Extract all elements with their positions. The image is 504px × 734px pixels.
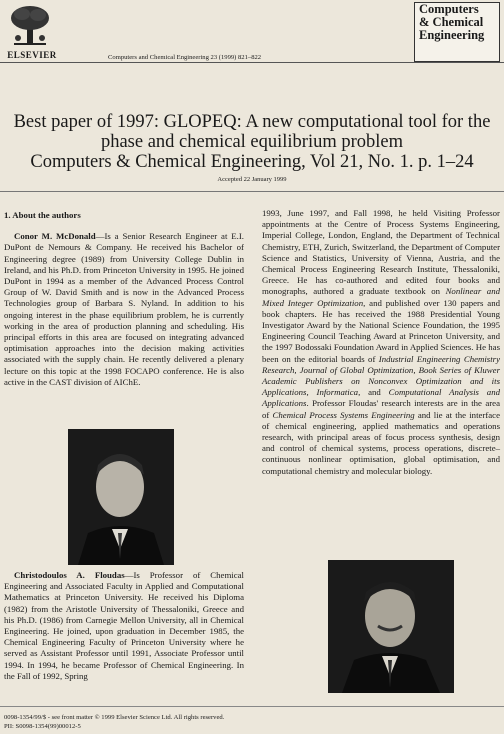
author-name: Christodoulos A. Floudas bbox=[14, 570, 125, 580]
accepted-date: Accepted 22 January 1999 bbox=[217, 176, 287, 183]
elsevier-logo bbox=[2, 2, 58, 60]
bio-text: —Is Professor of Chemical Engineering and Associated Faculty in Applied and Computational Mathematics at Princeton University. He received his Diploma (1982) from the Aristotle University of Thessaloniki, Greece and his Ph.D. (1986) from Carnegie Mellon University, all in Chemical Engineering. He joined, upon graduation in December 1985, the Chemical Engineering Faculty of Princeton University where he served as Assistant Professor until 1991, Associate Professor until 1994. In 1994, he became Professor of Chemical Engineering. In the Fall of 1992, Spring bbox=[4, 570, 244, 681]
header-divider bbox=[0, 62, 504, 63]
section-heading: 1. About the authors bbox=[4, 210, 81, 220]
footer-divider bbox=[0, 706, 504, 707]
research-area: Chemical Process Systems Engineering bbox=[272, 409, 415, 420]
paper-title bbox=[0, 112, 504, 172]
book-title: Nonlinear and Mixed Integer Optimization bbox=[262, 286, 500, 308]
floudas-bio-left bbox=[4, 570, 244, 682]
journal-box-line: Engineering bbox=[419, 28, 485, 42]
mcdonald-bio bbox=[4, 231, 244, 388]
mcdonald-photo bbox=[68, 429, 174, 565]
journal-citation: Computers and Chemical Engineering 23 (1999) 821–822 bbox=[108, 54, 262, 61]
journal-title-box bbox=[414, 2, 500, 62]
copyright-line: 0098-1354/99/$ - see front matter © 1999 Elsevier Science Ltd. All rights reserved. bbox=[4, 714, 225, 721]
title-divider bbox=[0, 191, 504, 192]
tree-icon bbox=[8, 4, 52, 46]
journal-box-line: & Chemical bbox=[419, 15, 484, 29]
title-line: Computers & Chemical Engineering, Vol 21, No. 1. p. 1–24 bbox=[30, 152, 474, 172]
floudas-bio-right: 1993, June 1997, and Fall 1998, he held Visiting Professor appointments at the Centre of Process Systems Engineering, Imperial College, London, England, the Department of Technical Chemistry, ETH, Zurich, Switzerland, the Department of Computer Science and Statistics, University of Vienna, Austria, and the Chemical Process Engineering Research Institute, Thessaloniki, Greece. He has co-authored and edited four books and monographs, authored a graduate textbook on Nonlinear and Mixed Integer Optimization, and published over 130 papers and book chapters. He has received the 1988 Presidential Young Investigator Award by the National Science Foundation, the 1995 Engineering Council Teaching Award at Princeton University, and the 1997 Bodossaki Foundation Award in Applied Sciences. He has been on the editorial boards of Industrial Engineering Chemistry Research, Journal of Global Optimization, Book Series of Kluwer Academic Publishers on Nonconvex Optimization and its Applications, Informatica, and Computational Analysis and Applications. Professor Floudas' research interests are in the area of Chemical Process Systems Engineering and lie at the interface of chemical engineering, applied mathematics and operations research, with principal areas of focus process synthesis, design and control of chemical systems, process operations, discrete–continuous nonlinear optimisation, global optimisation, and computational chemistry and molecular biology. bbox=[262, 208, 501, 476]
journal-list: Industrial Engineering Chemistry Research, Journal of Global Optimization, Book Series of Kluwer Academic Publishers on Nonconvex Optimization and its Applications, Informatica bbox=[262, 353, 500, 398]
publisher-name: ELSEVIER bbox=[7, 50, 57, 60]
bio-text: —Is a Senior Research Engineer at E.I. DuPont de Nemours & Company. He received his Bachelor of Engineering degree (1989) from University College Dublin in Ireland, and his Ph.D. from Princeton University in 1995. He joined DuPont in 1994 as a member of the Advanced Process Control Group of W. David Smith and is now in the Advanced Process Technologies group of Barbara S. Nyland. In addition to his ongoing interest in the phase equilibrium problem, he is currently working in the area of production planning and scheduling. His principal efforts in this area are focused on integrating advanced optimisation approaches into the decision making activities associated with the supply chain. He recently delivered a plenary lecture on this topic at the 1998 FOCAPO conference. He is also active in the CAST division of AIChE. bbox=[4, 231, 244, 387]
right-column bbox=[262, 208, 500, 477]
floudas-photo bbox=[328, 560, 454, 693]
left-column bbox=[4, 210, 244, 388]
pii-line: PII: S0098-1354(99)00012-5 bbox=[4, 723, 81, 730]
title-line: Best paper of 1997: GLOPEQ: A new computational tool for the bbox=[13, 112, 491, 132]
author-name: Conor M. McDonald bbox=[14, 231, 96, 242]
journal-box-line: Computers bbox=[419, 2, 479, 16]
journal-title: Computational Analysis and Applications bbox=[262, 387, 501, 409]
footer bbox=[4, 713, 404, 731]
title-line: phase and chemical equilibrium problem bbox=[100, 132, 404, 152]
